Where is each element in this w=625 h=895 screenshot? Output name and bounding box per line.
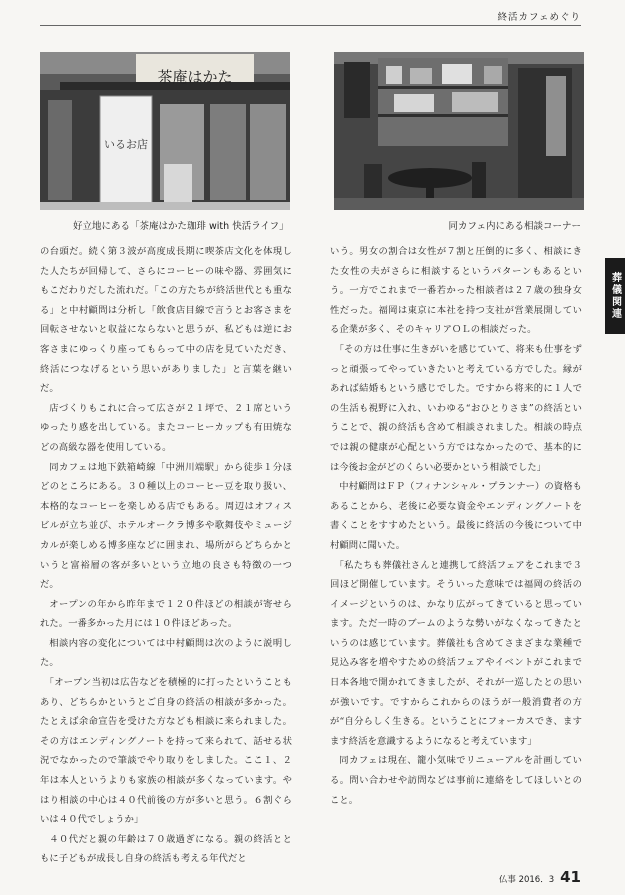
quote-paragraph: 「私たちも葬儀社さんと連携して終活フェアをこれまで３回ほど開催しています。そういった意味では福岡の終活のイメージというのは、かなり広がってきていると思っています。ただ一時のブームのような勢いがなくなってきたというのは感じています。葬儀社も含めてさまざまな業種で見込み客を増やすための終活フェアやイベントがこれまで日本各地で開かれてきましたが、それが一巡したとの思いが強いです。ですからこれからのほうが一般消費者の方が“自分らしく生きる。ということにフォーカスでき、ますます終活を意識するようになると考えています」 (330, 559, 582, 747)
banner-text: いるお店 (104, 138, 148, 151)
page-number: 41 (560, 868, 581, 886)
section-tab-label: 葬儀関連 (609, 272, 621, 320)
paragraph: 同カフェは現在、籠小気味でリニューアルを計画している。問い合わせや訪問などは事前に連絡をしてほしいとのこと。 (330, 755, 582, 806)
consultation-corner-photo (334, 52, 584, 210)
article-column-right (330, 242, 582, 810)
cafe-storefront-photo (40, 52, 290, 210)
paragraph: 相談内容の変化については中村顧問は次のように説明した。 (40, 637, 292, 669)
left-photo-caption: 好立地にある「茶庵はかた珈琲 with 快活ライフ」 (73, 221, 289, 232)
magazine-issue: 仏事 2016．3 (498, 875, 555, 885)
paragraph: 同カフェは地下鉄箱崎線「中洲川端駅」から徒歩１分ほどのところにある。３０種以上のコーヒー豆を取り扱い、本格的なコーヒーを楽しめる店でもある。周辺はオフィスビルが立ち並び、ホテルオークラ博多や歌舞伎やミュージカルが楽しめる博多座などに囲まれ、場所がらどちらかというと富裕層の客が多いという立地の良さも特徴の一つだ。 (40, 461, 292, 591)
quote-paragraph: 「オープン当初は広告などを積極的に打ったということもあり、どちらかというとご自身の終活の相談が多かった。たとえば余命宣告を受けた方なども相談に来られました。その方はエンディングノートを持って来られて、話せる状況でなかったので筆談でやり取りをしました。ここ１、２年は本人というよりも家族の相談が多くなっています。やはり相談の中心は４０代前後の方が多いと思う。６割ぐらいは４０代でしょうか」 (40, 677, 292, 826)
right-photo-caption: 同カフェ内にある相談コーナー (448, 221, 581, 232)
article-column-left (40, 242, 292, 869)
paragraph: 店づくりもこれに合って広さが２１坪で、２１席というゆったり感を出している。またコーヒーカップも有田焼などの高級な器を使用している。 (40, 402, 292, 453)
series-title: 終活カフェめぐり (497, 12, 581, 23)
paragraph: ４０代だと親の年齢は７０歳過ぎになる。親の終活とともに子どもが成長し自身の終活も考える年代だと (40, 833, 292, 865)
section-side-tab (605, 258, 625, 334)
quote-paragraph: 「その方は仕事に生きがいを感じていて、将来も仕事をずっと頑張ってやっていきたいと考えている方でした。縁があれば結婚もという感じでした。ですから将来的に１人での生活も視野に入れ、いわゆる“おひとりさま”の終活ということで、親の終活も含めて相談されました。相談の時点では親の健康が心配という方ではなかったので、基本的には今後お金がどのくらい必要かという相談でした」 (330, 343, 582, 473)
header-divider (40, 25, 581, 26)
paragraph: オープンの年から昨年まで１２０件ほどの相談が寄せられた。一番多かった月には１０件ほどあった。 (40, 598, 292, 630)
page-footer (499, 868, 581, 886)
paragraph: 中村顧問はＦＰ（フィナンシャル・プランナー）の資格もあることから、老後に必要な資金やエンディングノートを書くことをすすめたという。最後に終活の今後について中村顧問に聞いた。 (330, 481, 582, 551)
paragraph: の台頭だ。続く第３波が高度成長期に喫茶店文化を体現した人たちが回帰して、さらにコーヒーの味や器、雰囲気にもこだわりだした流れだ。「この方たちが終活世代とも重なる」と中村顧問は分析し「飲食店目線で言うとお客さまを回転させないと収益にならないと思うが、私どもは逆にお客さまにゆっくり座ってもらって中の店を見ていただき、終活につなげるという思いがありました」と言葉を継いだ。 (40, 246, 292, 395)
paragraph: いう。男女の割合は女性が７割と圧倒的に多く、相談にきた女性の夫がさらに相談するというパターンもあるという。一方でこれまで一番若かった相談者は２７歳の独身女性だった。福岡は東京に本社を持つ支社が営業展開している企業が多く、そのキャリアＯＬの相談だった。 (330, 246, 582, 336)
shop-sign-text: 茶庵はかた (157, 68, 233, 86)
